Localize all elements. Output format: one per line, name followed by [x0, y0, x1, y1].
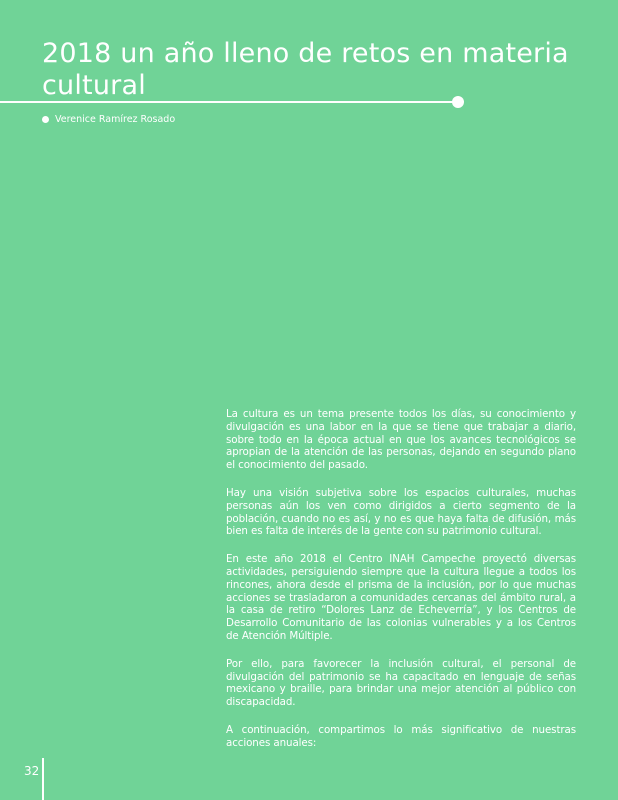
author-byline: [42, 114, 175, 125]
paragraph-3: En este año 2018 el Centro INAH Campeche proyectó diversas actividades, persiguiendo siempre que la cultura llegue a todos los rincones, ahora desde el prisma de la inclusión, por lo que muchas acciones se trasladaron a comunidades cercanas del ámbito rural, a la casa de retiro “Dolores Lanz de Echeverría”, y los Centros de Desarrollo Comunitario de las colonias vulnerables y a los Centros de Atención Múltiple.: [226, 553, 576, 642]
paragraph-4: Por ello, para favorecer la inclusión cultural, el personal de divulgación del patrimonio se ha capacitado en lenguaje de señas mexicano y braille, para brindar una mejor atención al público con discapacidad.: [226, 657, 576, 709]
paragraph-5: A continuación, compartimos lo más significativo de nuestras acciones anuales:: [226, 723, 576, 749]
paragraph-1: La cultura es un tema presente todos los días, su conocimiento y divulgación es una labor en la que se tiene que trabajar a diario, sobre todo en la época actual en que los avances tecnológicos se apropian de la atención de las personas, dejando en segundo plano el conocimiento del pasado.: [226, 408, 576, 472]
title-underline: [0, 101, 456, 103]
underline-end-dot: [452, 96, 464, 108]
bullet-icon: [42, 116, 49, 123]
author-name: Verenice Ramírez Rosado: [55, 114, 176, 125]
article-title: 2018 un año lleno de retos en materia cultural: [42, 38, 569, 101]
article-body: [226, 408, 576, 765]
paragraph-2: Hay una visión subjetiva sobre los espacios culturales, muchas personas aún los ven como dirigidos a cierto segmento de la población, cuando no es así, y no es que haya falta de difusión, más bien es falta de interés de la gente con su patrimonio cultural.: [226, 486, 576, 538]
page-number-rule: [42, 758, 44, 800]
page-number: 32: [24, 764, 40, 778]
